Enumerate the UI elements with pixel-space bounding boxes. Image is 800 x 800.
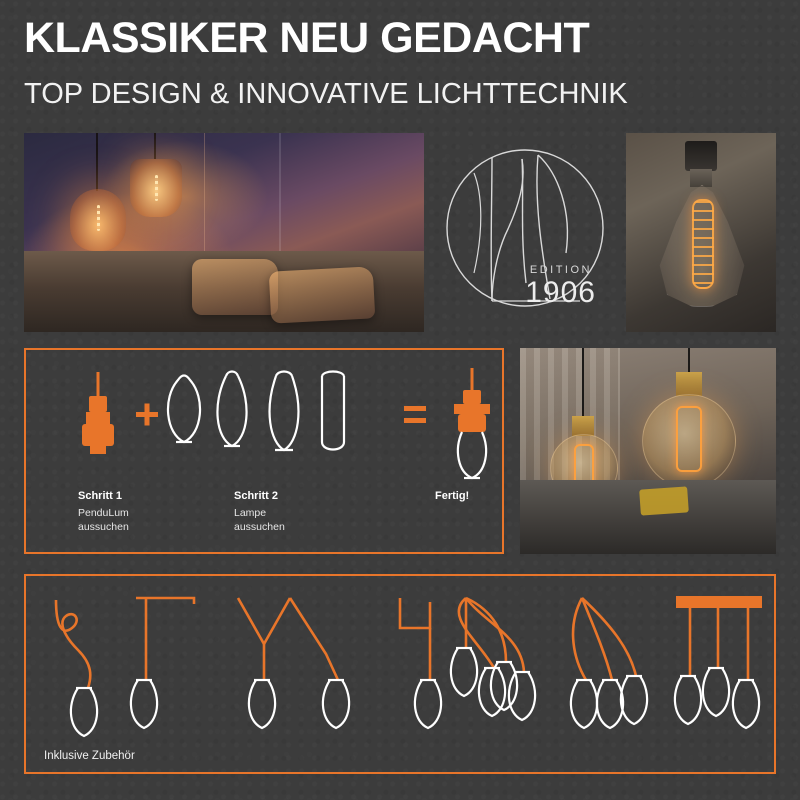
- result-title: Fertig!: [435, 490, 470, 502]
- filament-icon: [97, 205, 100, 231]
- spiral-filament-icon: [676, 406, 702, 472]
- step2-line2: aussuchen: [234, 521, 285, 533]
- bulb-outline-group: [168, 372, 344, 451]
- step1-line2: aussuchen: [78, 521, 129, 533]
- pendant-bulb-left: [70, 189, 126, 251]
- step2-title: Schritt 2: [234, 490, 279, 502]
- living-room-photo: [520, 348, 776, 554]
- accessories-linework: [26, 576, 776, 774]
- step2-line1: Lampe: [234, 507, 267, 519]
- accessories-diagram-panel: [24, 574, 776, 774]
- step1-title: Schritt 1: [78, 490, 123, 502]
- pendant-wire: [582, 348, 584, 418]
- steps-diagram-panel: [24, 348, 504, 554]
- accessories-caption: Inklusive Zubehör: [44, 750, 135, 762]
- logo-year: 1906: [525, 276, 596, 309]
- pendant-wire: [688, 348, 690, 374]
- lamp-socket: [685, 141, 717, 171]
- lamp-holder: [572, 416, 594, 436]
- pillow: [192, 259, 278, 315]
- wall-edge: [279, 133, 281, 253]
- logo-edition-label: EDITION: [529, 264, 592, 276]
- filament-icon: [155, 175, 158, 201]
- edition-1906-logo: [430, 133, 620, 332]
- pear-bulb-photo: [626, 133, 776, 332]
- pendant-cord-left: [96, 133, 98, 191]
- equals-symbol-icon: [404, 406, 426, 423]
- plus-symbol-icon: [136, 404, 158, 426]
- assembled-lamp-icon: [454, 368, 490, 478]
- step1-line1: PenduLum: [78, 507, 129, 519]
- pendant-bulb-right: [130, 159, 182, 217]
- spiral-filament-icon: [692, 199, 714, 289]
- bulb-cap: [690, 169, 712, 187]
- pendulum-icon: [82, 372, 114, 454]
- pillow: [269, 266, 376, 323]
- page-title: KLASSIKER NEU GEDACHT: [24, 14, 590, 62]
- lamp-holder: [676, 372, 702, 396]
- bulb-row: [71, 648, 759, 736]
- cushion: [639, 486, 689, 515]
- pendant-cord-right: [154, 133, 156, 159]
- bedroom-pendant-photo: [24, 133, 424, 332]
- page-subtitle: TOP DESIGN & INNOVATIVE LICHTTECHNIK: [24, 78, 628, 110]
